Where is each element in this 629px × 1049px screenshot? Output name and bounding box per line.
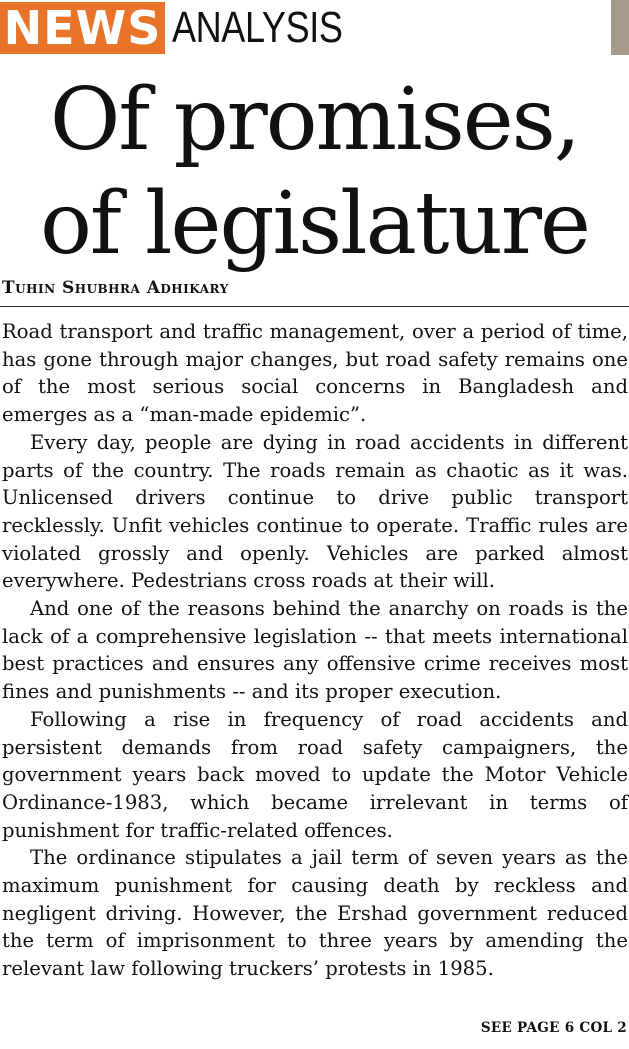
section-header bbox=[0, 0, 629, 56]
news-tag: NEWS bbox=[0, 2, 165, 54]
continuation-note: SEE PAGE 6 COL 2 bbox=[480, 1020, 627, 1036]
byline-divider bbox=[0, 306, 629, 307]
headline bbox=[0, 68, 629, 276]
article-paragraph: Every day, people are dying in road accidents in different parts of the country. The roads remain as chaotic as it was. Unlicensed drivers continue to drive public transport recklessly. Unfit vehicles continue to operate. Traffic rules are violated grossly and openly. Vehicles are parked almost everywhere. Pedestrians cross roads at their will. bbox=[2, 430, 628, 593]
corner-bar bbox=[611, 0, 629, 55]
article-paragraph: The ordinance stipulates a jail term of seven years as the maximum punishment for causing death by reckless and negligent driving. However, the Ershad government reduced the term of imprisonment to three years by amending the relevant law following truckers’ protests in 1985. bbox=[2, 846, 628, 981]
byline: Tuhin Shubhra Adhikary bbox=[2, 278, 229, 298]
section-label: ANALYSIS bbox=[172, 3, 343, 52]
article-paragraph: And one of the reasons behind the anarchy on roads is the lack of a comprehensive legislation -- that meets international best practices and ensures any offensive crime receives most fines and punishments -- and its proper execution. bbox=[2, 597, 628, 704]
headline-line-1: Of promises, bbox=[49, 70, 580, 170]
article-body bbox=[2, 318, 628, 983]
article-paragraph: Following a rise in frequency of road accidents and persistent demands from road safety campaigners, the government years back moved to update the Motor Vehicle Ordinance-1983, which became irrelevant in terms of punishment for traffic-related offences. bbox=[2, 707, 628, 842]
article-paragraph: Road transport and traffic management, over a period of time, has gone through major changes, but road safety remains one of the most serious social concerns in Bangladesh and emerges as a “man-made epidemic”. bbox=[2, 320, 628, 427]
headline-line-2: of legislature bbox=[40, 174, 589, 274]
